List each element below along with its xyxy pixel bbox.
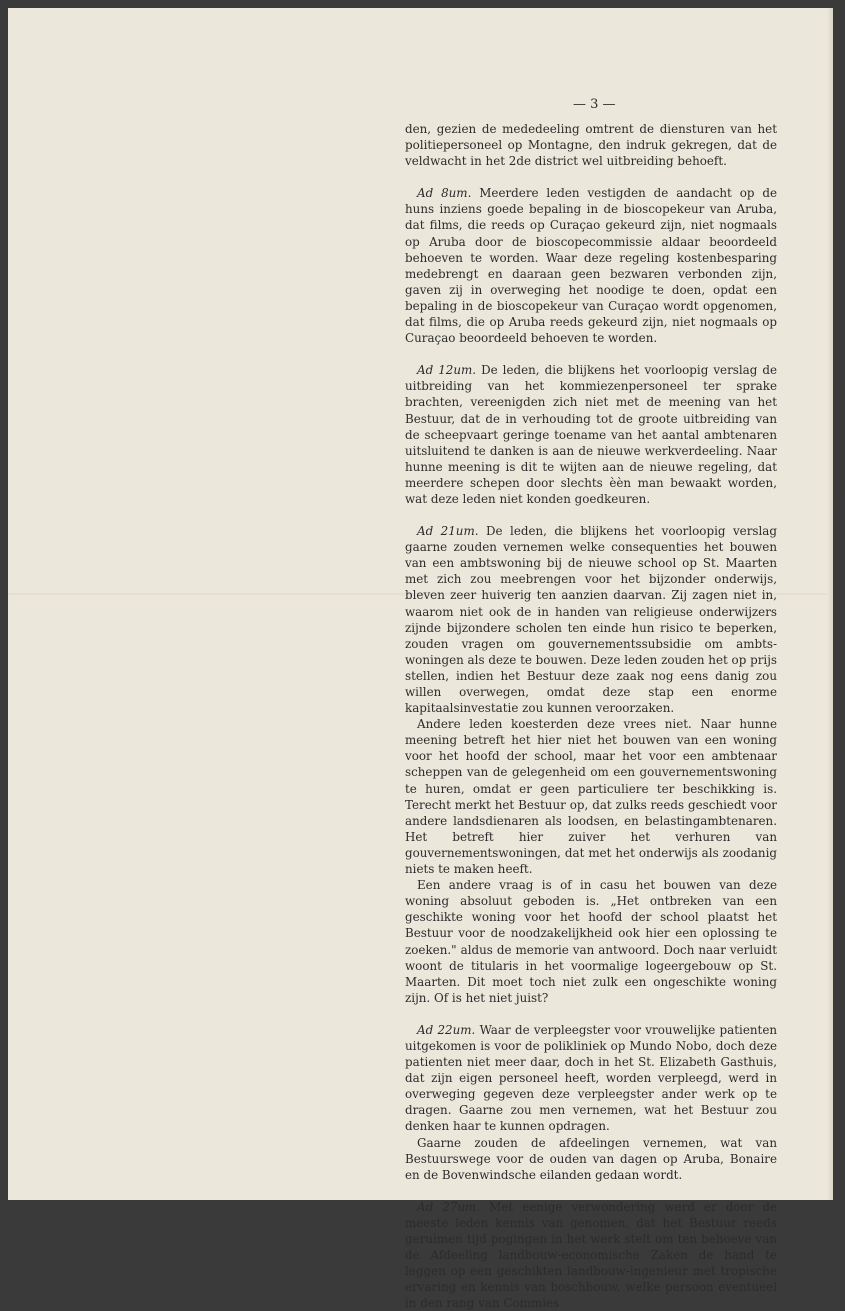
paragraph-text: Een andere vraag is of in casu het bouwen van deze woning absoluut geboden is. „Het ontbreken van een geschikte woning voor het hoofd der school plaatst het Bestuur voor de noodzakelijkheid ook hier een oplossing te zoeken." aldus de memorie van antwoord. Doch naar verluidt woont de titularis in het voormalige logeergebouw op St. Maarten. Dit moet toch niet zulk een ongeschikte woning zijn. Of is het niet juist? — [405, 878, 777, 1005]
paragraph-andere-vraag — [405, 877, 777, 1006]
paragraph-text: Waar de verpleegster voor vrouwelijke patienten uitgekomen is voor de polikliniek op Mundo Nobo, doch deze patienten niet meer daar, doch in het St. Elizabeth Gasthuis, dat zijn eigen personeel heeft, worden verpleegd, werd in overweging gegeven deze verpleegster ander werk op te dragen. Gaarne zou men vernemen, wat het Bestuur zou denken haar te kunnen opdragen. — [405, 1022, 778, 1134]
paragraph-label: Ad 8um. — [417, 186, 472, 201]
paragraph-label: Ad 12um. — [417, 363, 477, 378]
paragraph-text: Met eenige verwondering werd er door de meeste leden kennis van genomen, dat het Bestuur reeds geruimen tijd pogingen in het werk stelt om ten behoeve van de Afdeeling landbouw-economische Zaken de hand te leggen op een geschikten landbouw-ingenieur met tropische ervaring en kennis van boschbouw, welke persoon eventueel in den rang van Commies — [405, 1199, 778, 1311]
paragraph-continuation — [405, 121, 777, 169]
paragraph-text: Meerdere leden vestigden de aandacht op de huns inziens goede bepaling in de bioscopekeur van Aruba, dat films, die reeds op Curaçao gekeurd zijn, niet nogmaals op Aruba door de bioscopecommissie aldaar beoordeeld behoeven te worden. Waar deze regeling kostenbesparing medebrengt en daaraan geen bezwaren verbonden zijn, gaven zij in overweging het noodige te doen, opdat een bepaling in de bioscopekeur van Curaçao wordt opgenomen, dat films, die op Aruba reeds gekeurd zijn, niet nogmaals op Curaçao beoordeeld behoeven te worden. — [405, 186, 778, 346]
paragraph-ad-22um — [405, 1022, 777, 1135]
paragraph-andere-leden — [405, 716, 777, 877]
paragraph-ad-8um — [405, 185, 777, 346]
document-page — [8, 8, 833, 1311]
document-body — [405, 121, 777, 1311]
paragraph-label: Ad 22um. — [417, 1022, 476, 1037]
page-number: — 3 — — [573, 97, 616, 112]
paragraph-text: den, gezien de mededeeling omtrent de diensturen van het politiepersoneel op Montagne, den indruk gekregen, dat de veldwacht in het 2de district wel uitbreiding behoeft. — [405, 122, 777, 169]
paper-edge-shadow — [827, 8, 833, 1200]
paragraph-ad-21um — [405, 523, 777, 716]
paragraph-text: Gaarne zouden de afdeelingen vernemen, wat van Bestuurswege voor de ouden van dagen op Aruba, Bonaire en de Bovenwindsche eilanden gedaan wordt. — [405, 1135, 777, 1182]
paragraph-ouden-van-dagen — [405, 1135, 777, 1183]
paragraph-ad-27um — [405, 1199, 777, 1311]
paragraph-text: Andere leden koesterden deze vrees niet. Naar hunne meening betreft het hier niet het bouwen van een woning voor het hoofd der school, maar het voor een ambtenaar scheppen van de gelegenheid om een gouvernementswoning te huren, omdat er geen particuliere ter beschikking is. Terecht merkt het Bestuur op, dat zulks reeds geschiedt voor andere landsdienaren als loodsen, en belastingambtenaren. Het betreft hier zuiver het verhuren van gouvernementswoningen, dat met het onderwijs als zoodanig niets te maken heeft. — [405, 717, 777, 877]
paragraph-label: Ad 21um. — [417, 524, 479, 539]
paragraph-label: Ad 27um. — [417, 1199, 481, 1214]
paragraph-ad-12um — [405, 362, 777, 507]
paragraph-text: De leden, die blijkens het voorloopig verslag de uitbreiding van het kommiezenpersoneel ter sprake brachten, vereenigden zich niet met de meening van het Bestuur, dat de in verhouding tot de groote uitbreiding van de scheepvaart geringe toename van het aantal ambtenaren uitsluitend te danken is aan de nieuwe werkverdeeling. Naar hunne meening is dit te wijten aan de nieuwe regeling, dat meerdere schepen door slechts èèn man bewaakt worden, wat deze leden niet konden goedkeuren. — [405, 363, 778, 506]
paragraph-text: De leden, die blijkens het voorloopig verslag gaarne zouden vernemen welke consequenties het bouwen van een ambtswoning bij de nieuwe school op St. Maarten met zich zou meebrengen voor het bijzonder onderwijs, bleven zeer huiverig ten aanzien daarvan. Zij zagen niet in, waarom niet ook de in handen van religieuse onderwijzers zijnde bijzondere scholen ten einde hun risico te beperken, zouden vragen om gouvernementssubsidie om ambts-woningen als deze te bouwen. Deze leden zouden het op prijs stellen, indien het Bestuur deze zaak nog eens danig zou willen overwegen, omdat deze stap een enorme kapitaalsinvestatie zou kunnen veroorzaken. — [405, 524, 778, 716]
